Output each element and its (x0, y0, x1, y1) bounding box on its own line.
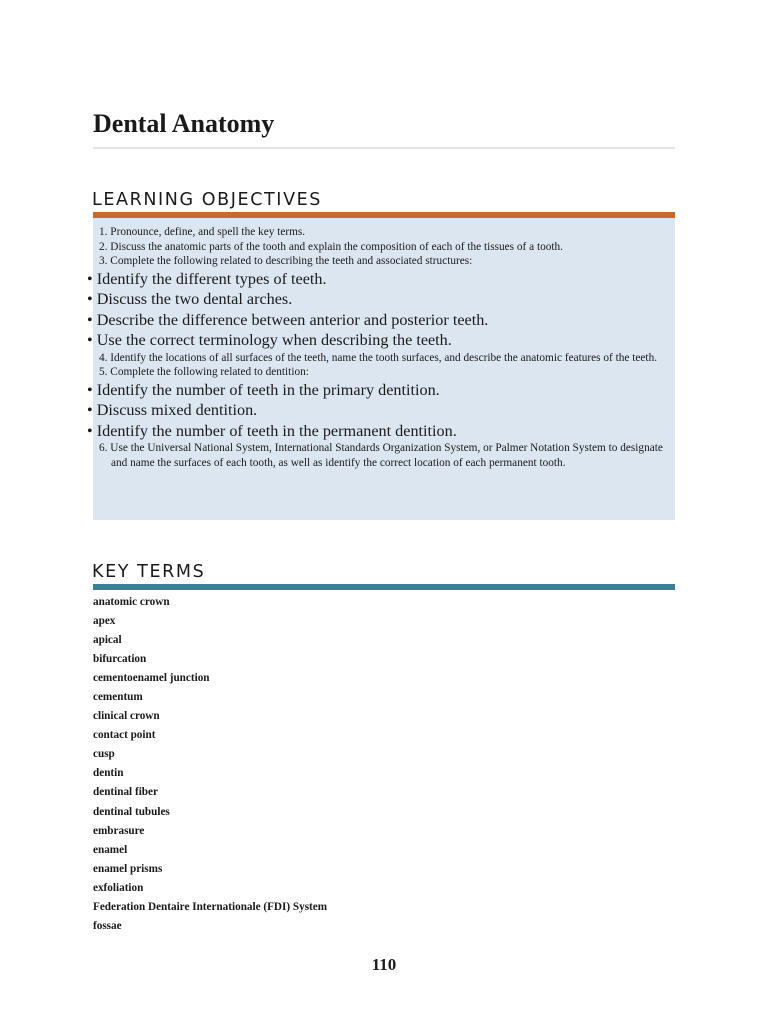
key-term: anatomic crown (93, 596, 170, 608)
learning-objectives-box (93, 218, 675, 520)
key-term: contact point (93, 729, 156, 742)
key-terms-rule (93, 584, 675, 590)
key-terms-list (93, 593, 327, 936)
key-term: enamel prisms (93, 862, 163, 875)
key-term: dentinal tubules (93, 805, 170, 818)
learning-objectives-heading: LEARNING OBJECTIVES (92, 190, 323, 210)
objective-bullet: • Use the correct terminology when describing the teeth. (99, 330, 665, 351)
objective-item: 6. Use the Universal National System, International Standards Organization System, or Palmer Notation System to designate and name the surfaces of each tooth, as well as identify the correct location of each permanent tooth. (99, 442, 663, 470)
objective-item: 3. Complete the following related to describing the teeth and associated structures: (99, 255, 473, 268)
objective-bullet: • Discuss the two dental arches. (99, 289, 665, 310)
objective-bullet: • Discuss mixed dentition. (99, 400, 665, 421)
key-term: cementum (93, 691, 143, 704)
objective-item: 1. Pronounce, define, and spell the key terms. (99, 226, 306, 238)
objective-item: 4. Identify the locations of all surfaces of the teeth, name the tooth surfaces, and describe the anatomic features of the teeth. (99, 351, 658, 364)
key-term: apical (93, 634, 122, 647)
title-divider (93, 147, 675, 149)
key-term: dentinal fiber (93, 786, 158, 799)
key-term: enamel (93, 843, 128, 856)
objective-bullet: • Describe the difference between anterior and posterior teeth. (99, 310, 665, 331)
objective-item: 5. Complete the following related to dentition: (99, 366, 309, 379)
objective-bullet: • Identify the number of teeth in the permanent dentition. (99, 421, 665, 442)
objective-bullet: • Identify the number of teeth in the primary dentition. (99, 380, 665, 401)
key-term: embrasure (93, 824, 145, 837)
key-term: cementoenamel junction (93, 672, 210, 685)
chapter-title: Dental Anatomy (93, 109, 275, 138)
key-term: clinical crown (93, 710, 160, 723)
key-term: cusp (93, 748, 115, 761)
page-number: 110 (371, 955, 397, 974)
key-term: apex (93, 615, 116, 628)
key-term: dentin (93, 767, 124, 780)
objective-item: 2. Discuss the anatomic parts of the tooth and explain the composition of each of the tissues of a tooth. (99, 240, 564, 253)
key-term: exfoliation (93, 881, 144, 894)
objective-bullet: • Identify the different types of teeth. (99, 269, 665, 290)
key-term: Federation Dentaire Internationale (FDI) System (93, 900, 328, 913)
key-term: bifurcation (93, 653, 147, 666)
key-term: fossae (93, 919, 122, 932)
key-terms-heading: KEY TERMS (92, 562, 206, 582)
